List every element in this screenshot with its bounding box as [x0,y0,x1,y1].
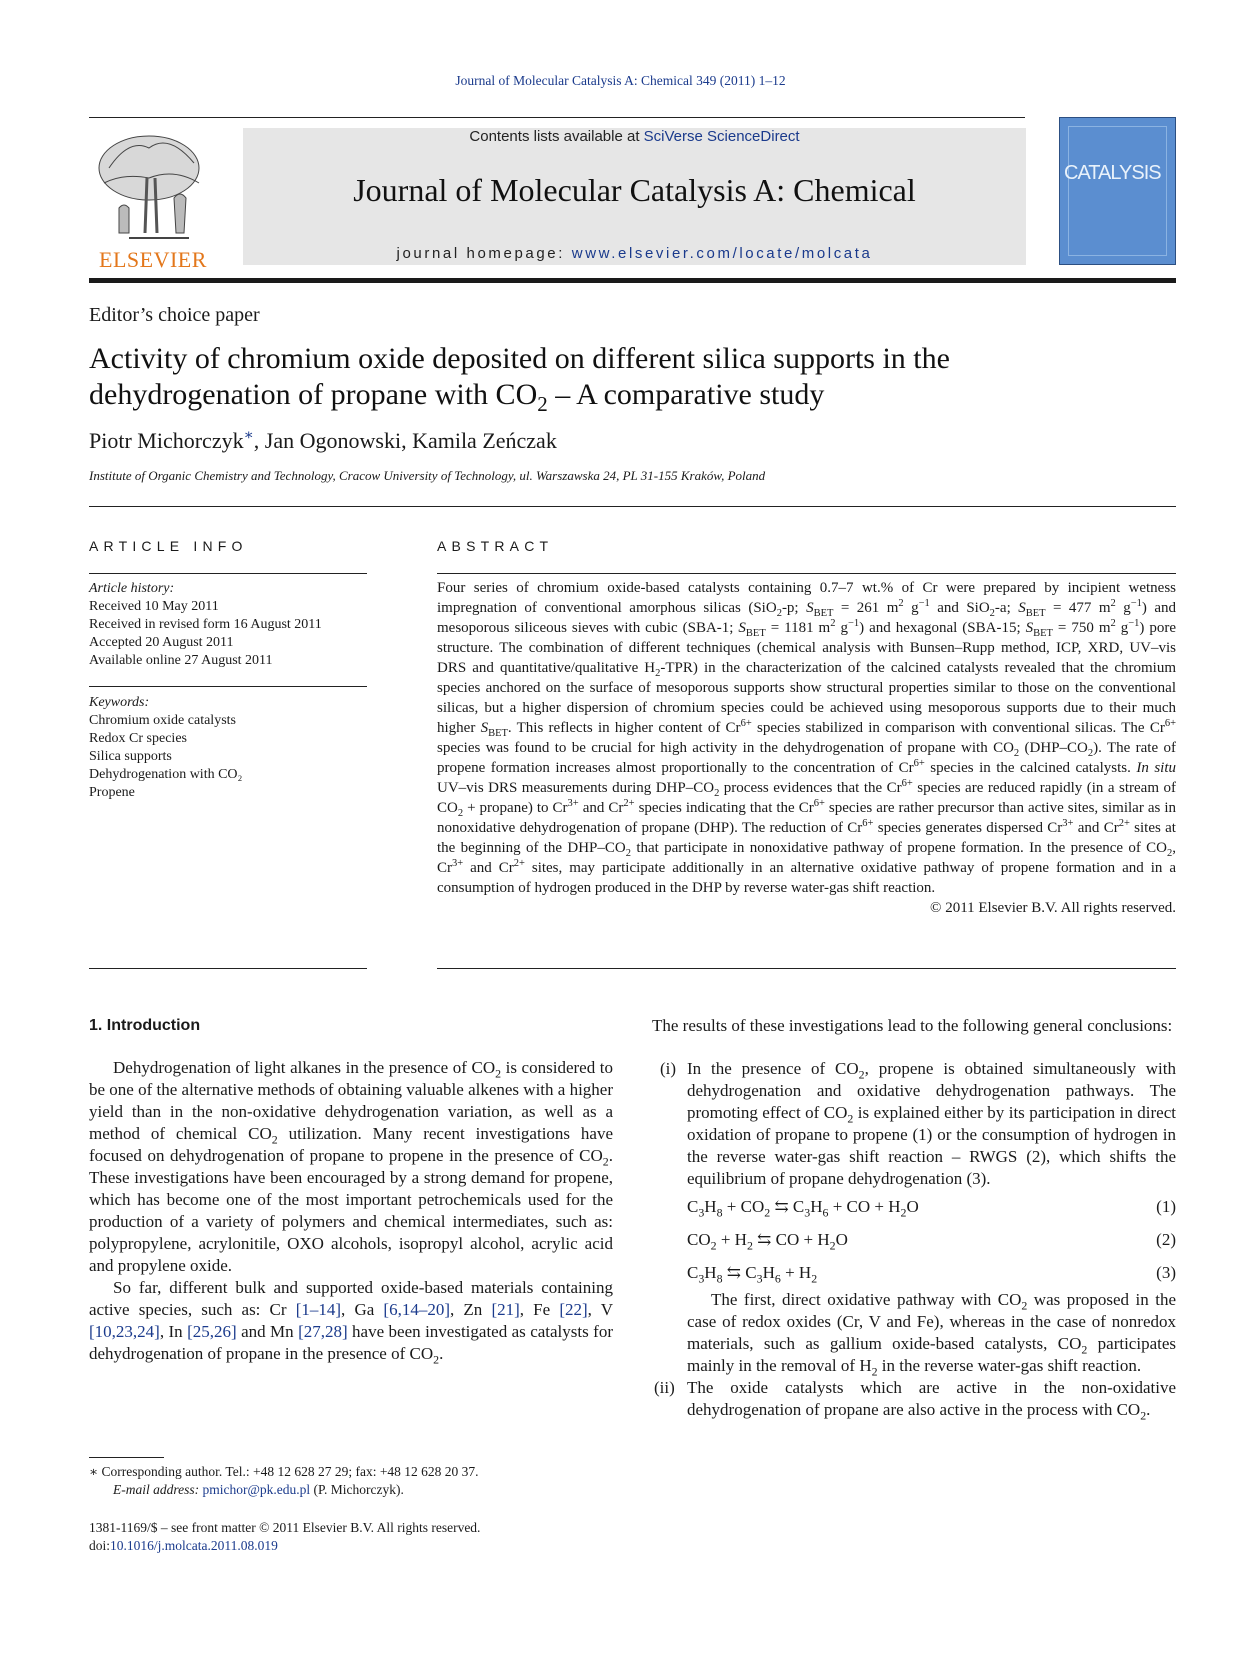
introduction-column [89,1015,613,1365]
list-item [652,1377,1176,1421]
email-line [89,1481,689,1499]
journal-title: Journal of Molecular Catalysis A: Chemical [353,172,916,208]
list-item [652,1058,1176,1190]
keyword: Dehydrogenation with CO₂ [89,767,243,782]
divider [437,968,1176,969]
citation-link[interactable]: [1–14] [295,1300,342,1319]
article-info-heading: ARTICLE INFO [89,538,248,554]
abstract-body [437,578,1176,918]
citation-link[interactable]: [27,28] [298,1322,348,1341]
equation-3 [652,1256,1176,1289]
copyright: © 2011 Elsevier B.V. All rights reserved. [930,900,1176,916]
conclusions-intro: The results of these investigations lead to the following general conclusions: [652,1016,1173,1035]
email-suffix: (P. Michorczyk). [310,1482,404,1497]
history-online: Available online 27 August 2011 [89,653,273,668]
citation-link[interactable]: [6,14–20] [383,1300,450,1319]
footnote [89,1463,689,1499]
first-author: Piotr Michorczyk [89,428,244,453]
right-column [652,1015,1176,1421]
equation-number: (1) [1156,1196,1176,1216]
keywords-label: Keywords: [89,695,150,710]
journal-cover-thumbnail[interactable] [1059,117,1176,265]
elsevier-tree-icon [89,128,213,246]
citation-link[interactable]: [21] [491,1300,520,1319]
thick-divider [89,278,1176,283]
history-received: Received 10 May 2011 [89,599,219,614]
history-accepted: Accepted 20 August 2011 [89,635,234,650]
publisher-logo-text: ELSEVIER [99,247,207,272]
email-link[interactable]: pmichor@pk.edu.pl [202,1482,311,1497]
doi-line [89,1537,689,1555]
cover-word: CATALYSIS [1064,162,1161,184]
contents-prefix: Contents lists available at [469,128,644,145]
issn-line: 1381-1169/$ – see front matter © 2011 Elsevier B.V. All rights reserved. [89,1520,481,1535]
contents-line [243,128,1026,145]
co-authors: , Jan Ogonowski, Kamila Zeńczak [253,428,557,453]
keywords [89,694,367,802]
title-part-a: dehydrogenation of propane with CO [89,378,538,411]
equation-body: $C_3H_8 + CO_2$ ⇆ $C_3H_6$ + CO + $H_2O$ [687,1196,919,1219]
homepage-prefix: journal homepage: [396,245,572,262]
article-title [89,341,1089,416]
elsevier-logo[interactable] [89,128,217,272]
doi-link[interactable]: 10.1016/j.molcata.2011.08.019 [110,1538,278,1553]
list-item-continuation [652,1289,1176,1377]
corresponding-author-note: ∗ Corresponding author. Tel.: +48 12 628 27 29; fax: +48 12 628 20 37. [89,1464,479,1479]
authors [89,428,557,454]
divider [89,117,1025,118]
corresponding-author-mark[interactable]: ∗ [243,427,254,444]
equation-1 [652,1190,1176,1223]
equation-2 [652,1223,1176,1256]
history-label: Article history: [89,581,175,596]
keyword: Propene [89,785,135,800]
homepage-link[interactable]: www.elsevier.com/locate/molcata [571,245,873,262]
list-number: (ii) [654,1378,675,1397]
citation-link[interactable]: [10,23,24] [89,1322,160,1341]
intro-paragraph-1: Dehydrogenation of light alkanes in the presence of $CO_2$ is considered to be one of the alternative methods of obtaining valuable alkenes with a higher yield than in the non-oxidative dehydrogenation variation, as well as a method of chemical $CO_2$ utilization. Many recent investigations have focused on dehydrogenation of propane to propene in the presence of $CO_2$. These investigations have been encouraged by a strong demand for propene, which has become one of the most important petrochemicals used for the production of a variety of polymers and chemical intermediates, such as: polypropylene, acrylonitile, OXO alcohols, isopropyl alcohol, acrylic acid and propylene oxide. [89,1058,614,1275]
divider [89,573,367,574]
list-number: (i) [660,1059,677,1078]
list-item-text: The first, direct oxidative pathway with $CO_2$ was proposed in the case of redox oxides (Cr, V and Fe), whereas in the case of nonredox materials, such as gallium oxide-based catalysts, $CO_2$ participates mainly in the removal of $H_2$ in the reverse water-gas shift reaction. [687,1290,1176,1379]
list-item-text: In the presence of $CO_2$, propene is obtained simultaneously with dehydrogenation and oxidative dehydrogenation pathways. The promoting effect of $CO_2$ is explained either by its participation in direct oxidation of propane to propene (1) or the consumption of hydrogen in the reverse water-gas shift reaction – RWGS (2), which shifts the equilibrium of propane dehydrogenation (3). [687,1059,1176,1188]
equation-body: $C_3H_8$ ⇆ $C_3H_6 + H_2$ [687,1262,818,1285]
equation-body: $CO_2 + H_2$ ⇆ CO + $H_2O$ [687,1229,848,1252]
divider [89,506,1176,507]
equation-number: (2) [1156,1229,1176,1249]
front-matter [89,1519,689,1555]
article-history [89,580,367,670]
doi-label: doi: [89,1538,111,1553]
affiliation: Institute of Organic Chemistry and Technology, Cracow University of Technology, ul. Warszawska 24, PL 31-155 Kraków, Poland [89,468,766,483]
cover-frame [1068,126,1167,256]
section-heading: 1. Introduction [89,1017,201,1034]
abstract-heading: ABSTRACT [437,538,554,554]
divider [89,968,367,969]
citation-link[interactable]: [25,26] [187,1322,237,1341]
divider [89,686,367,687]
list-item-text: The oxide catalysts which are active in the non-oxidative dehydrogenation of propane are also active in the process with $CO_2$. [687,1378,1176,1423]
title-line-2: dehydrogenation of propane with $CO_2$ – A comparative study [89,378,825,416]
homepage-line [243,245,1026,262]
footnote-rule [89,1457,164,1458]
running-head[interactable]: Journal of Molecular Catalysis A: Chemical 349 (2011) 1–12 [455,73,786,88]
equation-number: (3) [1156,1262,1176,1282]
divider [437,573,1176,574]
email-label: E-mail address: [113,1482,203,1497]
keyword: Chromium oxide catalysts [89,713,236,728]
keyword: Redox Cr species [89,731,187,746]
intro-paragraph-2: So far, different bulk and supported oxide-based materials containing active species, such as: Cr [1–14], Ga [6,14–20], Zn [21], Fe [22], V [10,23,24], In [25,26] and Mn [27,28] have been investigated as catalysts for dehydrogenation of propane in the presence of $CO_2$. [89,1278,614,1367]
title-part-b: – A comparative study [547,378,825,411]
abstract-text: Four series of chromium oxide-based catalysts containing 0.7–7 wt.% of Cr were prepared by incipient wetness impregnation of conventional amorphous silicas (SiO$_2$-p; $S_{BET} = 261$ $m^2$ $g^{-1}$ and SiO$_2$-a; $S_{BET} = 477$ $m^2$ $g^{-1}$) and mesoporous siliceous sieves with cubic (SBA-1; $S_{BET} = 1181$ $m^2$ $g^{-1}$) and hexagonal (SBA-15; $S_{BET} = 750$ $m^2$ $g^{-1}$) pore structure. The combination of different techniques (chemical analysis with Bunsen–Rupp method, ICP, XRD, UV–vis DRS and quantitative/qualitative $H_2-TPR$) in the characterization of the calcined catalysts revealed that the chromium species anchored on the surface of mesoporous supports show structural properties similar to those on the conventional silicas, but a higher dispersion of chromium species could be achieved using mesoporous supports due to their much higher $S_{BET}$. This reflects in higher content of $Cr^{6+}$ species stabilized in comparison with conventional silicas. The $Cr^{6+}$ species was found to be crucial for high activity in the dehydrogenation of propane with $CO_2$ $(DHP-CO_2)$. The rate of propene formation increases almost proportionally to the concentration of $Cr^{6+}$ species in the calcined catalysts. In situ UV–vis DRS measurements during DHP–$CO_2$ process evidences that the $Cr^{6+}$ species are reduced rapidly (in a stream of $CO_2$ + propane) to $Cr^{3+}$ and $Cr^{2+}$ species indicating that the $Cr^{6+}$ species are rather precursor than active sites, similar as in nonoxidative dehydrogenation of propane (DHP). The reduction of $Cr^{6+}$ species generates dispersed $Cr^{3+}$ and $Cr^{2+}$ sites at the beginning of the DHP–$CO_2$ that participate in nonoxidative pathway of propene formation. In the presence of $CO_2$, $Cr^{3+}$ and $Cr^{2+}$ sites, may participate additionally in an alternative oxidative pathway of propene formation and in a consumption of hydrogen produced in the DHP by reverse water-gas shift reaction. [437,580,1177,896]
article-category: Editor’s choice paper [89,304,260,326]
history-revised: Received in revised form 16 August 2011 [89,617,322,632]
sciencedirect-link[interactable]: SciVerse ScienceDirect [643,128,800,145]
title-line-1: Activity of chromium oxide deposited on different silica supports in the [89,342,950,375]
citation-link[interactable]: [22] [559,1300,588,1319]
keyword: Silica supports [89,749,172,764]
